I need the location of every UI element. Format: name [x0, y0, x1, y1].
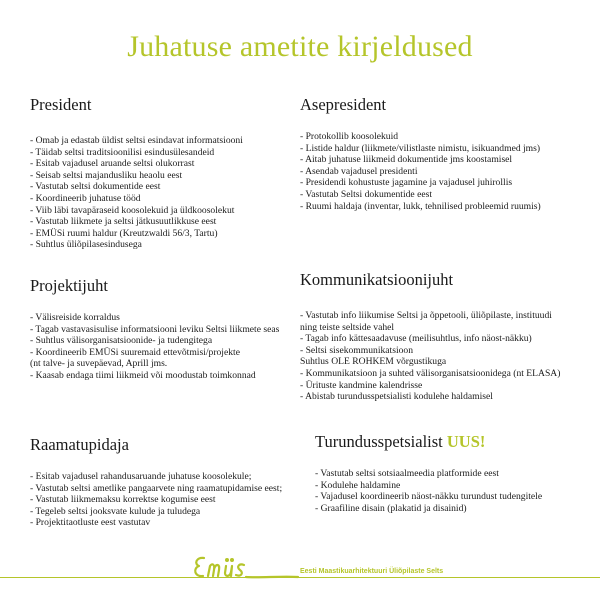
- emus-logo: [190, 548, 300, 584]
- duty-item: - Graafiline disain (plakatid ja disainid): [315, 502, 467, 514]
- duty-item: - Protokollib koosolekuid: [300, 131, 399, 142]
- duty-item: - Täidab seltsi traditsioonilisi esindusülesandeid: [30, 146, 215, 158]
- section-asepresident: [300, 95, 541, 212]
- footer-divider: [0, 577, 600, 578]
- duty-item: - Aitab juhatuse liikmeid dokumentide jms koostamisel: [300, 154, 513, 166]
- section-heading-kommunikatsioonijuht: Kommunikatsioonijuht: [300, 270, 454, 289]
- duty-item: - Seltsi sisekommunikatsioon: [300, 344, 413, 356]
- duty-item: - Listide haldur (liikmete/vilistlaste nimistu, isikuandmed jms): [300, 142, 541, 154]
- section-heading-projektijuht: Projektijuht: [30, 276, 108, 295]
- duty-item: - Tagab vastavasisulise informatsiooni leviku Seltsi liikmete seas: [30, 323, 280, 335]
- duty-list-turundusspetsialist: [315, 468, 542, 514]
- duty-list-asepresident: [300, 131, 541, 212]
- duty-item: - Vastutab seltsi sotsiaalmeedia platformide eest: [315, 468, 499, 479]
- duty-item: - Vastutab info liikumise Seltsi ja õppetooli, üliõpilaste, instituudi: [300, 310, 552, 321]
- duty-item: - Presidendi kohustuste jagamine ja vajadusel juhirollis: [300, 177, 513, 189]
- duty-item: - Vastutab Seltsi dokumentide eest: [300, 188, 432, 200]
- duty-item: - Ruumi haldaja (inventar, lukk, tehnilised probleemid ruumis): [300, 200, 541, 212]
- section-heading-president: President: [30, 95, 92, 114]
- duty-item: - Kaasab endaga tiimi liikmeid või moodustab toimkonnad: [30, 369, 256, 381]
- duty-item: - Seisab seltsi majandusliku heaolu eest: [30, 169, 183, 181]
- duty-item: - Vajadusel koordineerib näost-näkku turundust tudengitele: [315, 491, 543, 503]
- section-heading-asepresident: Asepresident: [300, 95, 387, 114]
- duty-list-president: [30, 135, 243, 251]
- section-heading-turundusspetsialist: [315, 432, 542, 452]
- duty-item: - Vastutab liikmete ja seltsi jätkusuutlikkuse eest: [30, 216, 217, 228]
- duty-item: - Kodulehe haldamine: [315, 479, 401, 491]
- duty-item: - Viib läbi tavapäraseid koosolekuid ja üldkoosolekut: [30, 204, 235, 216]
- page-title: Juhatuse ametite kirjeldused: [127, 30, 473, 63]
- duty-item: - Vastutab liikmemaksu korrektse kogumise eest: [30, 494, 216, 506]
- duty-item: ning teiste seltside vahel: [300, 321, 395, 333]
- duty-item: - Välisreiside korraldus: [30, 312, 120, 323]
- section-raamatupidaja: [30, 435, 282, 529]
- new-badge: UUS!: [446, 432, 486, 451]
- duty-item: - Asendab vajadusel presidenti: [300, 165, 418, 177]
- duty-item: - Esitab vajadusel rahandusaruande juhatuse koosolekule;: [30, 471, 252, 482]
- section-projektijuht: [30, 276, 279, 382]
- duty-item: Suhtlus OLE ROHKEM võrgustikuga: [300, 356, 447, 368]
- duty-item: - Koordineerib juhatuse tööd: [30, 192, 141, 204]
- section-heading-raamatupidaja: Raamatupidaja: [30, 435, 129, 454]
- duty-item: - EMÜSi ruumi haldur (Kreutzwaldi 56/3, Tartu): [30, 227, 218, 239]
- duty-item: - Vastutab seltsi ametlike pangaarvete ning raamatupidamise eest;: [30, 482, 283, 494]
- duty-item: - Kommunikatsioon ja suhted välisorganisatsioonidega (nt ELASA): [300, 367, 561, 379]
- org-name: Eesti Maastikuarhitektuuri Üliõpilaste Selts: [300, 568, 444, 575]
- duty-list-projektijuht: [30, 312, 279, 382]
- duty-item: - Omab ja edastab üldist seltsi esindavat informatsiooni: [30, 135, 243, 146]
- section-turundusspetsialist: [315, 432, 542, 514]
- duty-item: - Esitab vajadusel aruande seltsi olukorrast: [30, 158, 195, 170]
- duty-list-raamatupidaja: [30, 471, 282, 529]
- duty-item: - Vastutab seltsi dokumentide eest: [30, 181, 161, 193]
- duty-item: (nt talve- ja suvepäevad, Aprill jms.: [30, 358, 168, 370]
- duty-item: - Ürituste kandmine kalendrisse: [300, 379, 423, 391]
- duty-item: - Tegeleb seltsi jooksvate kulude ja tuludega: [30, 505, 201, 517]
- duty-item: - Koordineerib EMÜSi suuremaid ettevõtmisi/projekte: [30, 346, 240, 358]
- duty-list-kommunikatsioonijuht: [300, 310, 560, 403]
- duty-item: - Suhtlus välisorganisatsioonide- ja tudengitega: [30, 335, 213, 347]
- duty-item: - Tagab info kättesaadavuse (meilisuhtlus, info näost-näkku): [300, 333, 532, 345]
- duty-item: - Suhtlus üliõpilasesindusega: [30, 239, 142, 251]
- duty-item: - Abistab turundusspetsialisti kodulehe haldamisel: [300, 391, 493, 403]
- duty-item: - Projektitaotluste eest vastutav: [30, 517, 151, 529]
- heading-text: Turundusspetsialist: [315, 432, 443, 451]
- section-kommunikatsioonijuht: [300, 270, 560, 403]
- section-president: [30, 95, 243, 251]
